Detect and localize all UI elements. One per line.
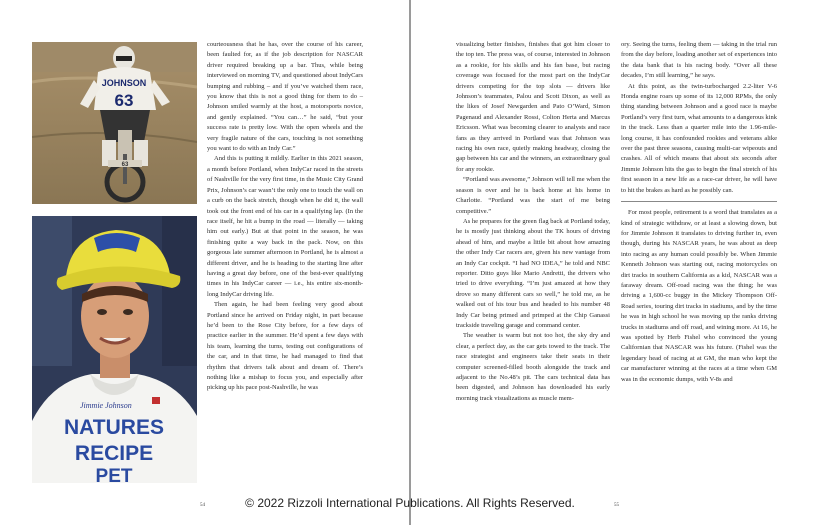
- left-text-column: [207, 40, 363, 394]
- paragraph: At this point, as the twin-turbocharged 2.2-liter V-6 Honda engine roars up some of its 12,000 RPMs, the only thing standing between Johnson and a good race is maybe Portland’s very first turn, what amounts to a dangerous kink in the track. Less than a quarter mile into the 1.96-mile-long course, it has confounded rookies and veterans alike over the past three seasons, causing multi-car wipeouts and crashes. All of which means that about six seconds after Jimmie Johnson hits the gas to begin the final stretch of his first season in a new life as a race-car driver, he will have to hit the brakes as hard as he possibly can.: [621, 82, 777, 194]
- paragraph: courteousness that he has, over the course of his career, been faulted for, as if the job description for NASCAR driver required breaking up a bar. Thus, while being interviewed on morning TV, and questioned about IndyCars bumping and rubbing – and if you’ve watched them race, you know that this is not a good thing for them to do – Johnson smiled warmly at the host, a motorsports novice, and gently explained. “You can…” he said, “but your success rate is pretty low. With the open wheels and the very fragile nature of the cars, touching is not something you want to do with an Indy Car.”: [207, 41, 363, 153]
- page-number: 55: [614, 503, 619, 508]
- right-text-column-2: [621, 40, 777, 385]
- paragraph: “Portland was awesome,” Johnson will tell me when the season is over and he is back home at his home in Charlotte. “Portland was the start of me being competitive.”: [456, 176, 610, 215]
- copyright-notice: © 2022 Rizzoli International Publications. All Rights Reserved.: [245, 496, 575, 510]
- johnson-portrait-photo: [32, 216, 197, 483]
- page-number: 54: [200, 503, 205, 508]
- shirt-line-2: RECIPE: [74, 442, 154, 465]
- paragraph: For most people, retirement is a word that translates as a kind of strategic withdraw, or at least a slowing down, but for Jimmie Johnson it translates to driving further in, even though, during his NASCAR years, he was about as deep into racing as any human could possibly be. When Jimmie Kenneth Johnson was starting out, racing motorcycles on dirt tracks in southern California as a kid, NASCAR was a faraway dream. Off-road racing was the thing; he was driving a 1,600-cc buggy in the Mickey Thompson Off-Road series, touring dirt tracks in stadiums, and by the time he was in high school he was moving up the ranks driving trucks in stadiums and off road, and wining more. At 16, he was spotted by Herb Fishel who convinced the young Californian that NASCAR was his future. (Fishel was the legendary head of racing at at GM, the man who kept the car manufacturer winning at the races at a time when GM was in the economic dumps, with V-8s and: [621, 209, 777, 383]
- right-text-column-1: [456, 40, 610, 404]
- autograph: Jimmie Johnson: [80, 401, 132, 410]
- paragraph: ory. Seeing the turns, feeling them — taking in the trial run from the day before, loading another set of experiences into the data bank that is his racing body. “Over all these decades, I’m still learning,” he says.: [621, 41, 777, 80]
- left-page: [0, 0, 409, 525]
- paragraph: Then again, he had been feeling very good about Portland since he arrived on Friday night, in part because he’d been to the Rose City before, for a few days of practice earlier in the summer. He’d spent a few days with his team, learning the turns, testing out configurations of the car, and in that time, he had managed to find that rhythm that drivers talk about and dream of. There’s nothing like a mishap to focus you, and especially after picking up his pace post-Nashville, he was: [207, 301, 363, 392]
- jersey-name: JOHNSON: [101, 78, 147, 88]
- shirt-line-1: NATURES: [64, 416, 164, 439]
- motocross-rider-photo: [32, 42, 197, 204]
- paragraph: The weather is warm but not too hot, the sky dry and clear, a perfect day, as the car gets towed to the track. The race strategist and engineers take their seats in their computer screened-filled booth alongside the track and adjacent to the No.48’s pit. The cars technical data has been digested, and Johnson has downloaded his early morning track visualizations as muscle mem-: [456, 332, 610, 402]
- paragraph: visualizing better finishes, finishes that got him closer to the top ten. The press was, of course, interested in Johnson as a rookie, for his skills and his fan base, but racing coverage was focused for the most part on the IndyCar drivers competing for the top slots — drivers like Johnson’s teammates, Palou and Scott Dixon, as well as the likes of Josef Newgarden and Pato O’Ward, Simon Pagenaud and Alexander Rossi, Colton Herta and Marcus Ericsson. What was becoming clearer to analysts and race fans as they arrived in Portland was that Johnson was racing his own race, quietly making headway, closing the gap between his car and the winners, an extraordinary goal for any rookie.: [456, 41, 610, 173]
- paragraph: As he prepares for the green flag back at Portland today, he is mostly just thinking about the TK hours of driving ahead of him, and maybe a little bit about how amazing the other Indy Car racers are, given his new vantage from an Indy Car cockpit. “I had NO IDEA,” he told and NBC reporter. Ditto guys like Mario Andretti, the drivers who tried to drive everything. “I’m just amazed at how they drove so many different cars so well,” he told me, as he walked out of his tour bus and headed to his number 48 Indy Car being primed and primped at the Chip Ganassi trackside traveling garage and command center.: [456, 217, 610, 329]
- section-divider: [621, 201, 777, 202]
- shirt-line-3: PET: [95, 466, 133, 483]
- paragraph: And this is putting it mildly. Earlier in this 2021 season, a month before Portland, when IndyCar raced in the streets of Nashville for the very first time, in the Music City Grand Prix, Johnson’s car wasn’t the only one to touch the wall on a curb on the back stretch, though when he did it, the wall took out the front end of his car in a qualifying lap. (In the race itself, he hit a bump in the road — literally — taking him out early.) But at that point in the season, he was finishing quite a way back in the pack. Now, on this gorgeous late summer afternoon in Portland, he is almost a different driver, and he is heading to the starting line after having a great day before, one of the best-ever qualifying times in his IndyCar career — i.e., his entire six-month-long IndyCar driving life.: [207, 155, 363, 298]
- svg-text:63: 63: [121, 162, 129, 168]
- jersey-number: 63: [114, 91, 134, 110]
- right-page: [411, 0, 820, 525]
